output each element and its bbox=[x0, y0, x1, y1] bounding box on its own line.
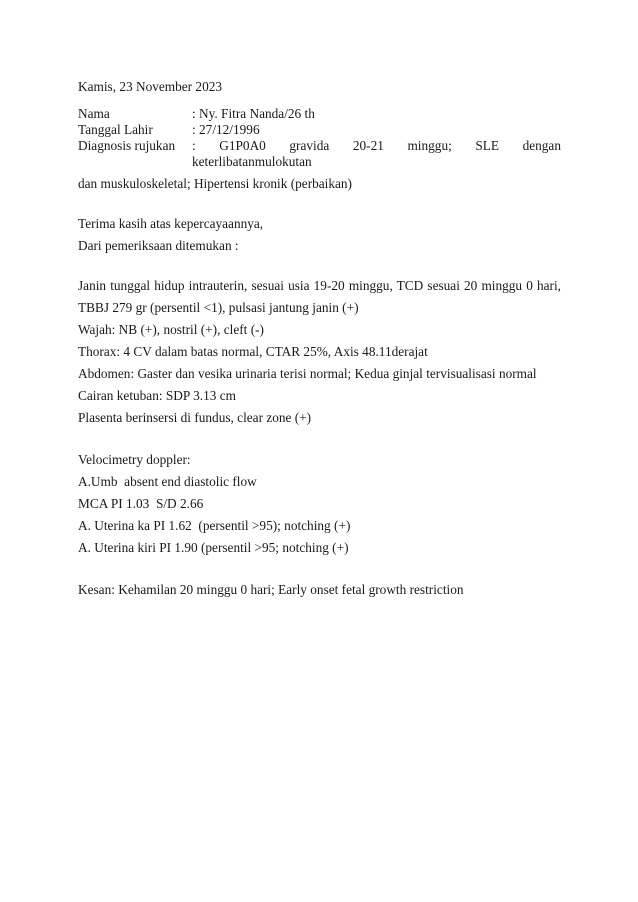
doppler-uterine-left: A. Uterina kiri PI 1.90 (persentil >95; notching (+) bbox=[78, 540, 349, 555]
doppler-title: Velocimetry doppler: bbox=[78, 452, 191, 467]
letter-date: Kamis, 23 November 2023 bbox=[78, 79, 223, 94]
conclusion-text: Kesan: Kehamilan 20 minggu 0 hari; Early onset fetal growth restriction bbox=[78, 582, 464, 597]
finding-line-6: Cairan ketuban: SDP 3.13 cm bbox=[78, 388, 236, 403]
doppler-uterine-right: A. Uterina ka PI 1.62 (persentil >95); notching (+) bbox=[78, 518, 351, 533]
patient-diagnosis-continuation: dan muskuloskeletal; Hipertensi kronik (perbaikan) bbox=[78, 176, 352, 191]
finding-line-1: Janin tunggal hidup intrauterin, sesuai usia 19-20 minggu, TCD sesuai 20 minggu 0 hari, bbox=[78, 278, 561, 293]
finding-line-3: Wajah: NB (+), nostril (+), cleft (-) bbox=[78, 322, 264, 337]
finding-line-2: TBBJ 279 gr (persentil <1), pulsasi jantung janin (+) bbox=[78, 300, 359, 315]
patient-name-value: : Ny. Fitra Nanda/26 th bbox=[192, 106, 315, 121]
patient-name-label: Nama bbox=[78, 106, 110, 121]
patient-dob-row bbox=[78, 122, 561, 138]
doppler-umbilical: A.Umb absent end diastolic flow bbox=[78, 474, 257, 489]
patient-diagnosis-label: Diagnosis rujukan bbox=[78, 138, 176, 153]
patient-diagnosis-row bbox=[78, 138, 561, 170]
finding-line-4: Thorax: 4 CV dalam batas normal, CTAR 25%, Axis 48.11derajat bbox=[78, 344, 428, 359]
greeting-text: Terima kasih atas kepercayaannya, bbox=[78, 216, 264, 231]
patient-diagnosis-value: : G1P0A0 gravida 20-21 minggu; SLE dengan keterlibatanmulokutan bbox=[192, 138, 561, 169]
patient-name-row bbox=[78, 106, 561, 122]
finding-line-7: Plasenta berinsersi di fundus, clear zone (+) bbox=[78, 410, 312, 425]
patient-dob-label: Tanggal Lahir bbox=[78, 122, 153, 137]
intro-text: Dari pemeriksaan ditemukan : bbox=[78, 238, 239, 253]
letter-page bbox=[78, 76, 561, 601]
doppler-mca: MCA PI 1.03 S/D 2.66 bbox=[78, 496, 204, 511]
patient-dob-value: : 27/12/1996 bbox=[192, 122, 260, 137]
finding-line-5: Abdomen: Gaster dan vesika urinaria terisi normal; Kedua ginjal tervisualisasi normal bbox=[78, 366, 537, 381]
